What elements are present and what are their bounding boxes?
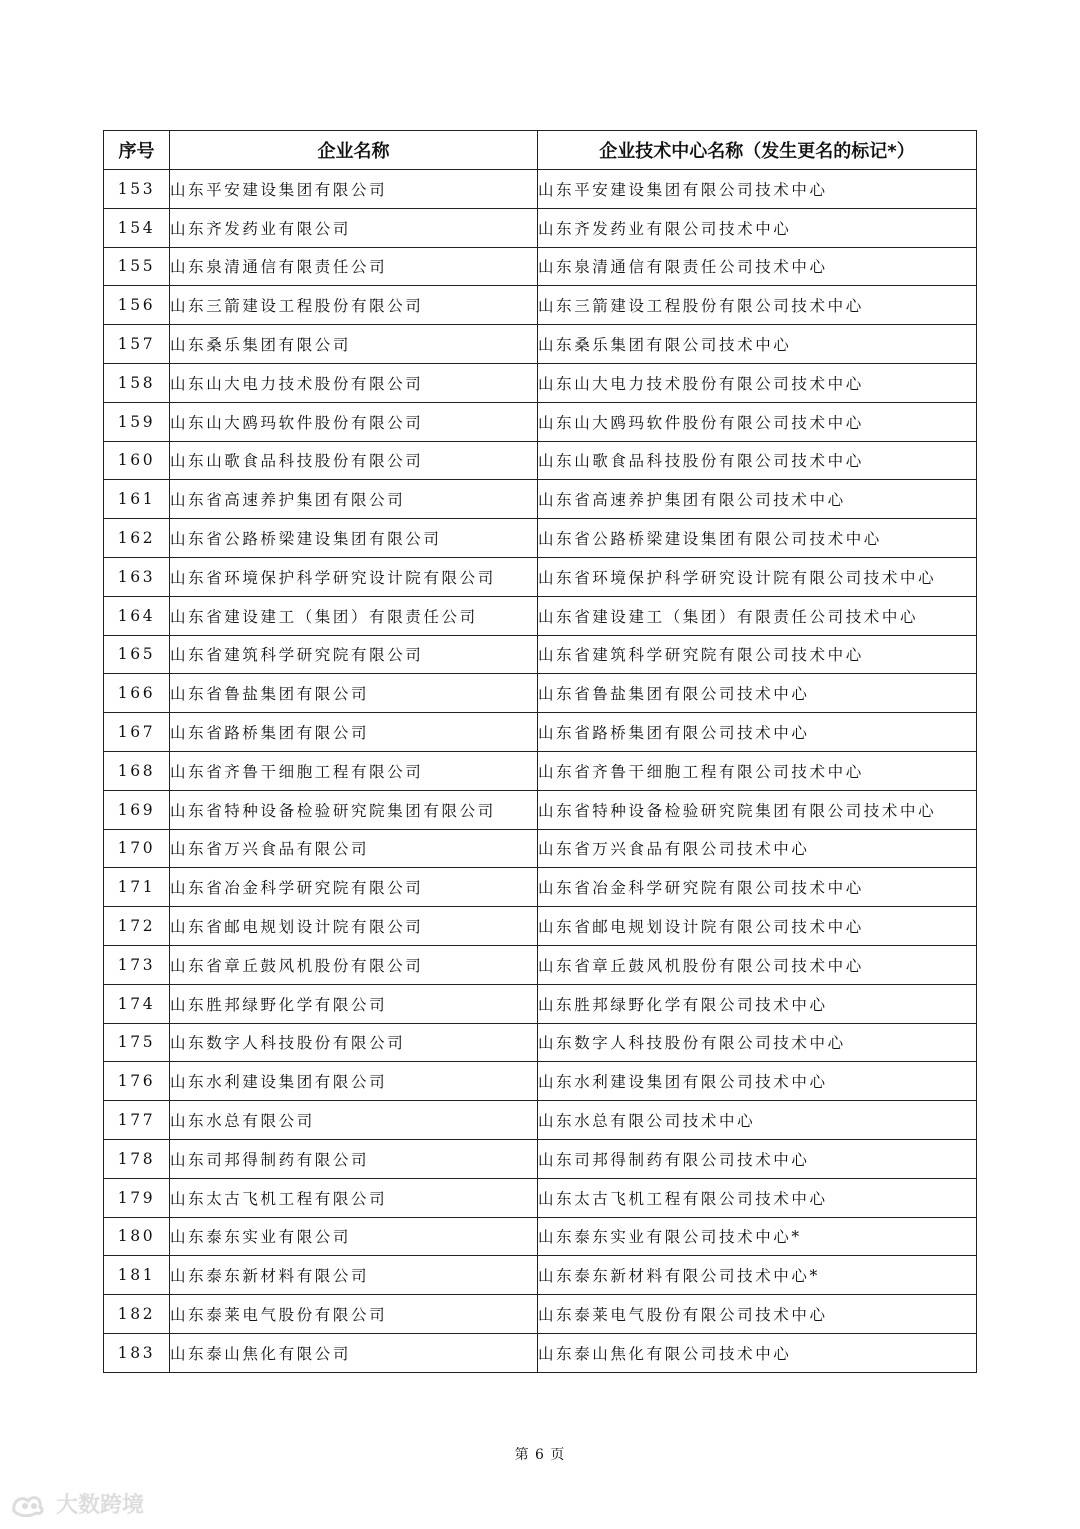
cell-seq: 180 — [104, 1217, 170, 1256]
cell-seq: 182 — [104, 1295, 170, 1334]
table-row — [104, 519, 977, 558]
header-tech-center-name: 企业技术中心名称（发生更名的标记*） — [538, 131, 977, 170]
cell-tech-center-name: 山东山大电力技术股份有限公司技术中心 — [538, 363, 977, 402]
cell-enterprise-name: 山东三箭建设工程股份有限公司 — [170, 286, 538, 325]
cell-seq: 161 — [104, 480, 170, 519]
cell-seq: 155 — [104, 247, 170, 286]
cell-enterprise-name: 山东水总有限公司 — [170, 1101, 538, 1140]
cell-seq: 159 — [104, 402, 170, 441]
cell-seq: 169 — [104, 790, 170, 829]
cell-enterprise-name: 山东省建筑科学研究院有限公司 — [170, 635, 538, 674]
cell-enterprise-name: 山东泰莱电气股份有限公司 — [170, 1295, 538, 1334]
table-row — [104, 557, 977, 596]
cell-enterprise-name: 山东太古飞机工程有限公司 — [170, 1178, 538, 1217]
watermark-text: 大数跨境 — [56, 1493, 145, 1518]
cell-tech-center-name: 山东司邦得制药有限公司技术中心 — [538, 1139, 977, 1178]
cell-tech-center-name: 山东省特种设备检验研究院集团有限公司技术中心 — [538, 790, 977, 829]
cell-tech-center-name: 山东泉清通信有限责任公司技术中心 — [538, 247, 977, 286]
table-row — [104, 1217, 977, 1256]
cell-seq: 178 — [104, 1139, 170, 1178]
cell-enterprise-name: 山东泰山焦化有限公司 — [170, 1333, 538, 1372]
cell-seq: 170 — [104, 829, 170, 868]
cell-tech-center-name: 山东三箭建设工程股份有限公司技术中心 — [538, 286, 977, 325]
cell-tech-center-name: 山东泰莱电气股份有限公司技术中心 — [538, 1295, 977, 1334]
table-row — [104, 1333, 977, 1372]
cell-tech-center-name: 山东省万兴食品有限公司技术中心 — [538, 829, 977, 868]
cell-enterprise-name: 山东胜邦绿野化学有限公司 — [170, 984, 538, 1023]
table-row — [104, 208, 977, 247]
table-row — [104, 1256, 977, 1295]
cell-enterprise-name: 山东省公路桥梁建设集团有限公司 — [170, 519, 538, 558]
cell-seq: 177 — [104, 1101, 170, 1140]
cell-enterprise-name: 山东山大鸥玛软件股份有限公司 — [170, 402, 538, 441]
table-row — [104, 325, 977, 364]
cell-enterprise-name: 山东省环境保护科学研究设计院有限公司 — [170, 557, 538, 596]
table-row — [104, 674, 977, 713]
cell-enterprise-name: 山东数字人科技股份有限公司 — [170, 1023, 538, 1062]
table-row — [104, 984, 977, 1023]
cell-enterprise-name: 山东省特种设备检验研究院集团有限公司 — [170, 790, 538, 829]
table-row — [104, 170, 977, 209]
cell-tech-center-name: 山东山大鸥玛软件股份有限公司技术中心 — [538, 402, 977, 441]
cell-enterprise-name: 山东省万兴食品有限公司 — [170, 829, 538, 868]
cell-enterprise-name: 山东山歌食品科技股份有限公司 — [170, 441, 538, 480]
table-row — [104, 1139, 977, 1178]
cell-seq: 181 — [104, 1256, 170, 1295]
cell-seq: 153 — [104, 170, 170, 209]
table-header-row — [104, 131, 977, 170]
cell-tech-center-name: 山东泰东实业有限公司技术中心* — [538, 1217, 977, 1256]
cell-seq: 171 — [104, 868, 170, 907]
cell-tech-center-name: 山东泰东新材料有限公司技术中心* — [538, 1256, 977, 1295]
cell-enterprise-name: 山东泰东实业有限公司 — [170, 1217, 538, 1256]
table-row — [104, 829, 977, 868]
table-row — [104, 868, 977, 907]
cell-enterprise-name: 山东平安建设集团有限公司 — [170, 170, 538, 209]
table-row — [104, 480, 977, 519]
cell-tech-center-name: 山东平安建设集团有限公司技术中心 — [538, 170, 977, 209]
cell-tech-center-name: 山东太古飞机工程有限公司技术中心 — [538, 1178, 977, 1217]
table-row — [104, 1023, 977, 1062]
cell-seq: 167 — [104, 713, 170, 752]
cell-tech-center-name: 山东省冶金科学研究院有限公司技术中心 — [538, 868, 977, 907]
table-row — [104, 402, 977, 441]
cell-tech-center-name: 山东省邮电规划设计院有限公司技术中心 — [538, 907, 977, 946]
cell-seq: 173 — [104, 945, 170, 984]
table-row — [104, 247, 977, 286]
table-row — [104, 596, 977, 635]
cell-seq: 174 — [104, 984, 170, 1023]
cell-seq: 156 — [104, 286, 170, 325]
cell-seq: 164 — [104, 596, 170, 635]
table-row — [104, 286, 977, 325]
cell-tech-center-name: 山东齐发药业有限公司技术中心 — [538, 208, 977, 247]
table-row — [104, 945, 977, 984]
header-enterprise-name: 企业名称 — [170, 131, 538, 170]
cell-seq: 175 — [104, 1023, 170, 1062]
cell-enterprise-name: 山东省齐鲁干细胞工程有限公司 — [170, 751, 538, 790]
cell-tech-center-name: 山东省路桥集团有限公司技术中心 — [538, 713, 977, 752]
cell-enterprise-name: 山东省鲁盐集团有限公司 — [170, 674, 538, 713]
cell-tech-center-name: 山东泰山焦化有限公司技术中心 — [538, 1333, 977, 1372]
table-row — [104, 1101, 977, 1140]
watermark — [10, 1488, 144, 1519]
cell-enterprise-name: 山东省邮电规划设计院有限公司 — [170, 907, 538, 946]
cell-tech-center-name: 山东省鲁盐集团有限公司技术中心 — [538, 674, 977, 713]
table-row — [104, 1295, 977, 1334]
cell-seq: 163 — [104, 557, 170, 596]
cell-tech-center-name: 山东山歌食品科技股份有限公司技术中心 — [538, 441, 977, 480]
cell-tech-center-name: 山东省建设建工（集团）有限责任公司技术中心 — [538, 596, 977, 635]
cell-enterprise-name: 山东泉清通信有限责任公司 — [170, 247, 538, 286]
cell-seq: 154 — [104, 208, 170, 247]
cell-seq: 158 — [104, 363, 170, 402]
cell-tech-center-name: 山东胜邦绿野化学有限公司技术中心 — [538, 984, 977, 1023]
cell-seq: 165 — [104, 635, 170, 674]
cell-enterprise-name: 山东泰东新材料有限公司 — [170, 1256, 538, 1295]
cell-enterprise-name: 山东省章丘鼓风机股份有限公司 — [170, 945, 538, 984]
table-row — [104, 441, 977, 480]
cell-enterprise-name: 山东省建设建工（集团）有限责任公司 — [170, 596, 538, 635]
cell-tech-center-name: 山东省环境保护科学研究设计院有限公司技术中心 — [538, 557, 977, 596]
cell-tech-center-name: 山东省章丘鼓风机股份有限公司技术中心 — [538, 945, 977, 984]
cell-enterprise-name: 山东桑乐集团有限公司 — [170, 325, 538, 364]
table-row — [104, 363, 977, 402]
cell-tech-center-name: 山东数字人科技股份有限公司技术中心 — [538, 1023, 977, 1062]
cell-tech-center-name: 山东省齐鲁干细胞工程有限公司技术中心 — [538, 751, 977, 790]
cell-seq: 162 — [104, 519, 170, 558]
cell-seq: 157 — [104, 325, 170, 364]
cell-seq: 183 — [104, 1333, 170, 1372]
cell-tech-center-name: 山东桑乐集团有限公司技术中心 — [538, 325, 977, 364]
cell-tech-center-name: 山东省公路桥梁建设集团有限公司技术中心 — [538, 519, 977, 558]
table-row — [104, 1178, 977, 1217]
table-row — [104, 907, 977, 946]
cell-enterprise-name: 山东山大电力技术股份有限公司 — [170, 363, 538, 402]
cell-tech-center-name: 山东省建筑科学研究院有限公司技术中心 — [538, 635, 977, 674]
cell-enterprise-name: 山东省冶金科学研究院有限公司 — [170, 868, 538, 907]
cell-enterprise-name: 山东省高速养护集团有限公司 — [170, 480, 538, 519]
cell-tech-center-name: 山东水利建设集团有限公司技术中心 — [538, 1062, 977, 1101]
table-row — [104, 713, 977, 752]
cell-enterprise-name: 山东司邦得制药有限公司 — [170, 1139, 538, 1178]
cell-seq: 168 — [104, 751, 170, 790]
table-row — [104, 1062, 977, 1101]
cell-seq: 160 — [104, 441, 170, 480]
table-row — [104, 635, 977, 674]
cell-enterprise-name: 山东省路桥集团有限公司 — [170, 713, 538, 752]
page-number: 第 6 页 — [514, 1447, 566, 1463]
cell-tech-center-name: 山东水总有限公司技术中心 — [538, 1101, 977, 1140]
enterprise-tech-center-table — [103, 130, 977, 1373]
cell-seq: 179 — [104, 1178, 170, 1217]
table-row — [104, 790, 977, 829]
logo-icon — [10, 1491, 50, 1517]
cell-seq: 176 — [104, 1062, 170, 1101]
header-seq: 序号 — [104, 131, 170, 170]
cell-enterprise-name: 山东水利建设集团有限公司 — [170, 1062, 538, 1101]
cell-seq: 172 — [104, 907, 170, 946]
table-row — [104, 751, 977, 790]
cell-tech-center-name: 山东省高速养护集团有限公司技术中心 — [538, 480, 977, 519]
cell-enterprise-name: 山东齐发药业有限公司 — [170, 208, 538, 247]
cell-seq: 166 — [104, 674, 170, 713]
